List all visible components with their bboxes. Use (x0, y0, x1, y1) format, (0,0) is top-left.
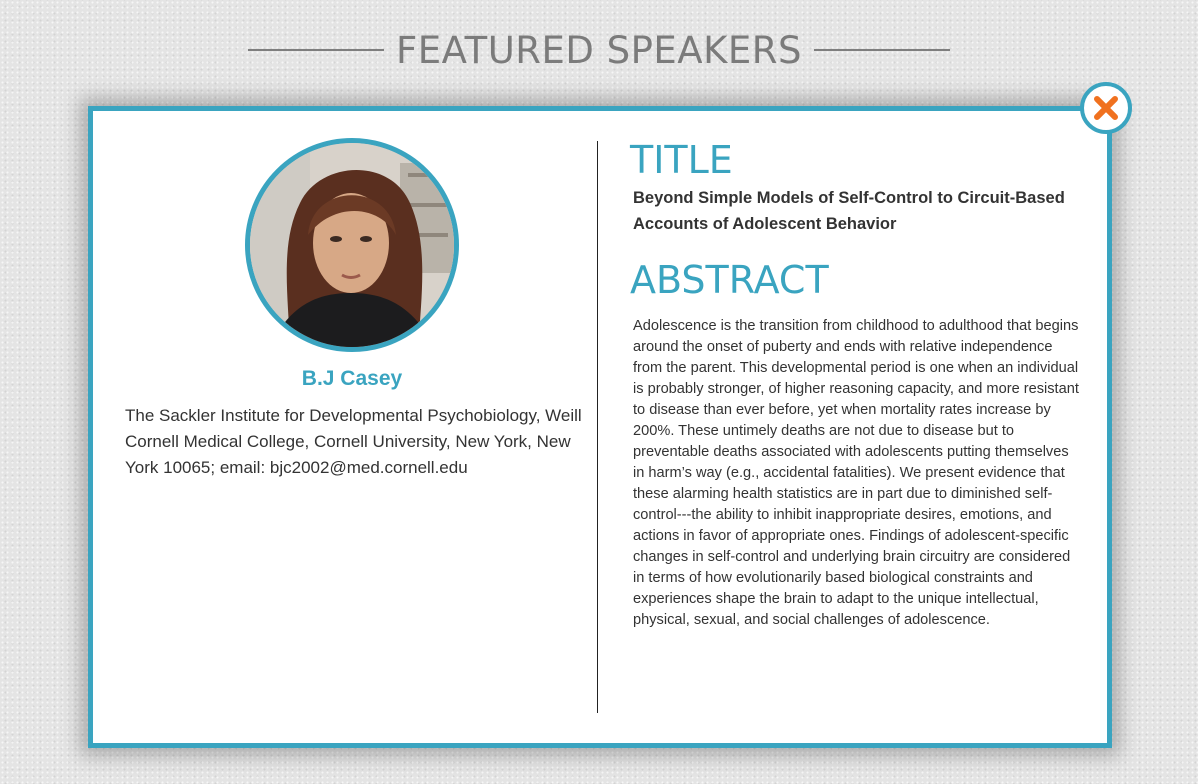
close-x-icon (1091, 93, 1121, 123)
close-button[interactable] (1080, 82, 1132, 134)
title-heading: TITLE (630, 138, 733, 182)
speaker-profile (93, 111, 603, 743)
speaker-photo (250, 143, 454, 347)
speaker-modal (88, 106, 1112, 748)
abstract-text: Adolescence is the transition from childhood to adulthood that begins around the onset of puberty and ends with relative independence from the parent. This developmental period is one when an individual is probably stronger, of higher reasoning capacity, and more resistant to disease than ever before, yet when mortality rates increase by 200%. These untimely deaths are not due to disease but to preventable deaths associated with adolescents putting themselves in harm’s way (e.g., accidental fatalities). We present evidence that these alarming health statistics are in part due to diminished self-control---the ability to inhibit inappropriate desires, emotions, and actions in favor of appropriate ones. Findings of adolescent-specific changes in self-control and underlying brain circuitry are considered in terms of how evolutionarily based biological constraints and experiences shape the brain to adapt to the unique intellectual, physical, sexual, and social challenges of adolescence. (633, 318, 1079, 628)
speaker-name: B.J Casey (301, 367, 403, 390)
heading-line-right (814, 49, 950, 51)
page-heading: FEATURED SPEAKERS (396, 28, 802, 72)
featured-speakers-header (0, 22, 1198, 78)
column-divider (597, 141, 598, 713)
heading-line-left (248, 49, 384, 51)
talk-title: Beyond Simple Models of Self-Control to Circuit-Based Accounts of Adolescent Behavior (633, 189, 1065, 233)
abstract-heading: ABSTRACT (630, 258, 829, 302)
speaker-affiliation: The Sackler Institute for Developmental Psychobiology, Weill Cornell Medical College, Cornell University, New York, New York 10065; email: bjc2002@med.cornell.edu (125, 406, 582, 477)
speaker-avatar (245, 138, 459, 352)
